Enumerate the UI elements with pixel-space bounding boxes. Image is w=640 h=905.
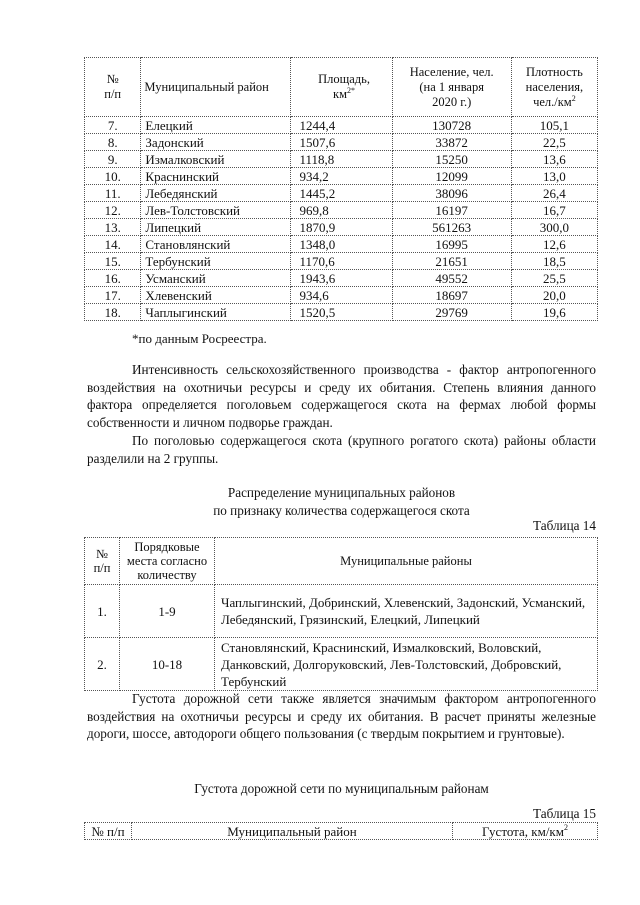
row-population: 15250	[392, 151, 511, 168]
row-district: Лебедянский	[141, 185, 291, 202]
row-district: Измалковский	[141, 151, 291, 168]
table14-label: Таблица 14	[533, 518, 596, 533]
row-district: Липецкий	[141, 219, 291, 236]
row-rank: 1-9	[120, 585, 215, 638]
paragraph-roads	[87, 690, 596, 743]
row-num: 18.	[85, 304, 141, 321]
row-population: 12099	[392, 168, 511, 185]
table-row	[85, 253, 598, 270]
table-row	[85, 236, 598, 253]
row-area: 1507,6	[291, 134, 392, 151]
row-num: 8.	[85, 134, 141, 151]
row-num: 17.	[85, 287, 141, 304]
paragraph-text: По поголовью содержащегося скота (крупного рогатого скота) районы области разделили на 2 группы.	[87, 433, 596, 466]
table-row	[85, 168, 598, 185]
row-area: 1348,0	[291, 236, 392, 253]
row-population: 16995	[392, 236, 511, 253]
paragraph-groups	[87, 432, 596, 467]
row-district: Задонский	[141, 134, 291, 151]
row-district: Тербунский	[141, 253, 291, 270]
table-body	[85, 117, 598, 321]
row-districts: Становлянский, Краснинский, Измалковский, Воловский, Данковский, Долгоруковский, Лев-Толстовский, Добровский, Тербунский	[215, 638, 598, 691]
table-row	[85, 185, 598, 202]
row-num: 11.	[85, 185, 141, 202]
header-density: Густота, $км/км^2$	[453, 823, 598, 840]
row-district: Становлянский	[141, 236, 291, 253]
row-num: 9.	[85, 151, 141, 168]
row-districts: Чаплыгинский, Добринский, Хлевенский, Задонский, Усманский, Лебедянский, Грязинский, Елецкий, Липецкий	[215, 585, 598, 638]
header-num: № п/п	[85, 58, 141, 117]
row-density: 300,0	[511, 219, 597, 236]
table-row	[85, 270, 598, 287]
row-rank: 10-18	[120, 638, 215, 691]
table-row	[85, 151, 598, 168]
header-area: Площадь, $км^{2*}$	[291, 58, 392, 117]
row-district: Усманский	[141, 270, 291, 287]
header-population: Население, чел. (на 1 января 2020 г.)	[392, 58, 511, 117]
table-row	[85, 287, 598, 304]
row-population: 18697	[392, 287, 511, 304]
header-district: Муниципальный район	[132, 823, 453, 840]
table-header-row	[85, 823, 598, 840]
table-header-row	[85, 538, 598, 585]
row-district: Елецкий	[141, 117, 291, 134]
row-density: 105,1	[511, 117, 597, 134]
row-num: 1.	[85, 585, 120, 638]
row-population: 561263	[392, 219, 511, 236]
row-num: 2.	[85, 638, 120, 691]
row-area: 1943,6	[291, 270, 392, 287]
row-density: 22,5	[511, 134, 597, 151]
row-area: 1520,5	[291, 304, 392, 321]
road-density-table	[84, 822, 598, 840]
caption-line: по признаку количества содержащегося скота	[213, 503, 470, 518]
row-population: 16197	[392, 202, 511, 219]
row-density: 20,0	[511, 287, 597, 304]
header-density: Плотность населения, $чел./км^2$	[511, 58, 597, 117]
table-row	[85, 638, 598, 691]
table-row	[85, 585, 598, 638]
row-area: 969,8	[291, 202, 392, 219]
row-district: Лев-Толстовский	[141, 202, 291, 219]
row-district: Краснинский	[141, 168, 291, 185]
row-population: 38096	[392, 185, 511, 202]
row-density: 13,6	[511, 151, 597, 168]
header-districts: Муниципальные районы	[215, 538, 598, 585]
header-num: № п/п	[85, 538, 120, 585]
row-num: 7.	[85, 117, 141, 134]
table-header-row	[85, 58, 598, 117]
row-density: 26,4	[511, 185, 597, 202]
paragraph-text: Интенсивность сельскохозяйственного производства - фактор антропогенного воздействия на охотничьи ресурсы и среду их обитания. Степень влияния данного фактора определяется поголовьем содержащегося скота на фермах любой формы собственности и личном подворье граждан.	[87, 362, 596, 430]
row-area: 934,6	[291, 287, 392, 304]
paragraph-text: Густота дорожной сети также является значимым фактором антропогенного воздействия на охотничьи ресурсы и среду их обитания. В расчет приняты железные дороги, шоссе, автодороги общего пользования (с твердым покрытием и грунтовые).	[87, 691, 596, 742]
table-footnote: *по данным Росреестра.	[132, 331, 267, 346]
row-area: 1118,8	[291, 151, 392, 168]
table-row	[85, 304, 598, 321]
row-district: Хлевенский	[141, 287, 291, 304]
header-num: № п/п	[85, 823, 132, 840]
row-num: 15.	[85, 253, 141, 270]
table14-caption	[87, 484, 596, 520]
livestock-groups-table	[84, 537, 598, 691]
district-population-table	[84, 57, 598, 321]
table-row	[85, 202, 598, 219]
row-density: 25,5	[511, 270, 597, 287]
table-row	[85, 219, 598, 236]
row-num: 16.	[85, 270, 141, 287]
row-population: 49552	[392, 270, 511, 287]
header-district: Муниципальный район	[141, 58, 291, 117]
row-population: 130728	[392, 117, 511, 134]
row-area: 1244,4	[291, 117, 392, 134]
row-area: 1445,2	[291, 185, 392, 202]
row-density: 16,7	[511, 202, 597, 219]
row-density: 12,6	[511, 236, 597, 253]
table15-caption: Густота дорожной сети по муниципальным районам	[194, 781, 489, 796]
table-row	[85, 117, 598, 134]
table15-label: Таблица 15	[533, 806, 596, 821]
row-district: Чаплыгинский	[141, 304, 291, 321]
caption-line: Распределение муниципальных районов	[227, 485, 456, 500]
table-row	[85, 134, 598, 151]
row-density: 19,6	[511, 304, 597, 321]
row-population: 29769	[392, 304, 511, 321]
row-area: 1870,9	[291, 219, 392, 236]
row-population: 21651	[392, 253, 511, 270]
row-density: 18,5	[511, 253, 597, 270]
table-body	[85, 585, 598, 691]
row-num: 13.	[85, 219, 141, 236]
row-area: 934,2	[291, 168, 392, 185]
row-population: 33872	[392, 134, 511, 151]
row-num: 10.	[85, 168, 141, 185]
header-rank: Порядковые места согласно количеству	[120, 538, 215, 585]
row-num: 14.	[85, 236, 141, 253]
row-density: 13,0	[511, 168, 597, 185]
row-num: 12.	[85, 202, 141, 219]
paragraph-agriculture	[87, 361, 596, 431]
row-area: 1170,6	[291, 253, 392, 270]
